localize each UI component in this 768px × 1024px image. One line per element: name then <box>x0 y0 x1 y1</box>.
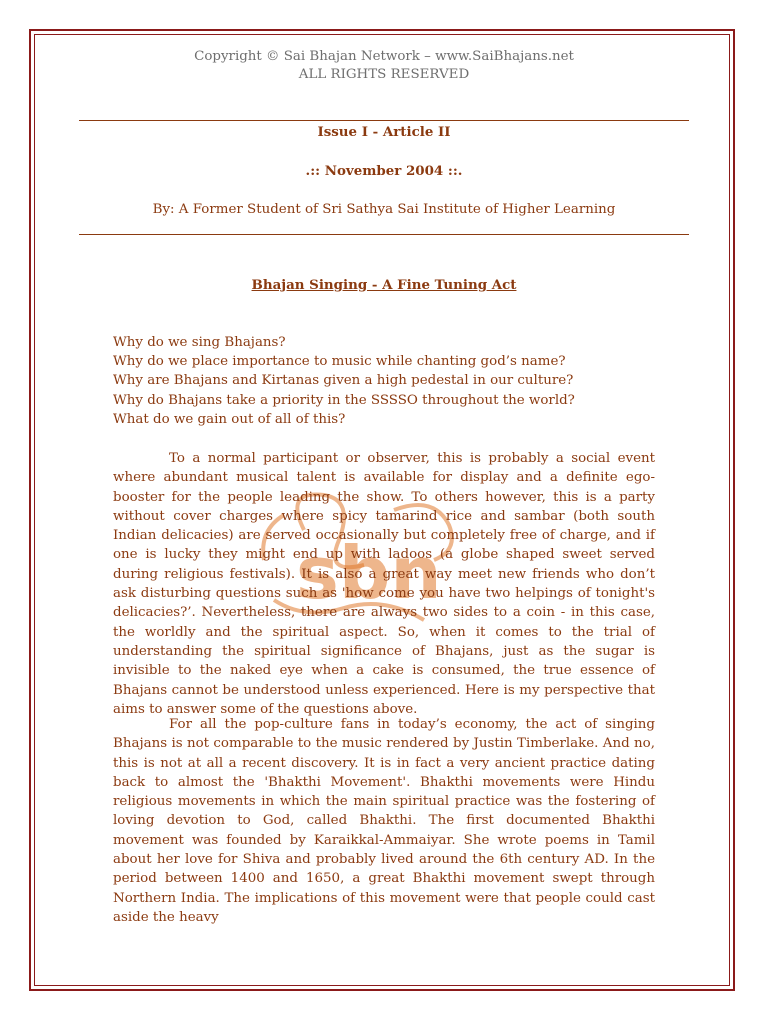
rights-line: ALL RIGHTS RESERVED <box>298 67 470 82</box>
question-item: Why do we place importance to music while chanting god’s name? <box>113 354 566 370</box>
question-list <box>113 333 673 429</box>
question-item: Why are Bhajans and Kirtanas given a high pedestal in our culture? <box>113 373 574 389</box>
copyright-header <box>0 48 768 84</box>
issue-label: Issue I - Article II <box>317 124 451 140</box>
watermark-text: sbn <box>296 531 442 615</box>
body-paragraph: For all the pop-culture fans in today’s economy, the act of singing Bhajans is not comparable to the music rendered by Justin Timberlake. And no, this is not at all a recent discovery. It is in fact a very ancient practice dating back to almost the 'Bhakthi Movement'. Bhakthi movements were Hindu religious movements in which the main spiritual practice was the fostering of loving devotion to God, called Bhakthi. The first documented Bhakthi movement was founded by Karaikkal-Ammaiyar. She wrote poems in Tamil about her love for Shiva and probably lived around the 6th century AD. In the period between 1400 and 1650, a great Bhakthi movement swept through Northern India. The implications of this movement were that people could cast aside the heavy <box>113 717 655 925</box>
body-paragraph: To a normal participant or observer, this is probably a social event where abundant musical talent is available for display and a definite ego-booster for the people leading the show. To others however, this is a party without cover charges where spicy tamarind rice and sambar (both south Indian delicacies) are served occasionally but completely free of charge, and if one is lucky they might end up with ladoos (a globe shaped sweet served during religious festivals). It is also a great way meet new friends who don’t ask disturbing questions such as 'how come you have two helpings of tonight's delicacies?’. Nevertheless, there are always two sides to a coin - in this case, the worldly and the spiritual aspect. So, when it comes to the trial of understanding the spiritual significance of Bhajans, just as the sugar is invisible to the naked eye when a cake is consumed, the true essence of Bhajans cannot be understood unless experienced. Here is my perspective that aims to answer some of the questions above. <box>113 451 655 717</box>
author-line: By: A Former Student of Sri Sathya Sai Institute of Higher Learning <box>152 202 616 217</box>
date-label: .:: November 2004 ::. <box>305 163 463 179</box>
question-item: Why do we sing Bhajans? <box>113 335 286 350</box>
question-item: Why do Bhajans take a priority in the SSSSO throughout the world? <box>113 392 575 408</box>
bottom-rule <box>79 234 689 235</box>
question-item: What do we gain out of all of this? <box>113 411 346 427</box>
article-title: Bhajan Singing - A Fine Tuning Act <box>251 277 517 293</box>
top-rule <box>79 120 689 121</box>
copyright-line: Copyright © Sai Bhajan Network – www.SaiBhajans.net <box>194 49 574 64</box>
